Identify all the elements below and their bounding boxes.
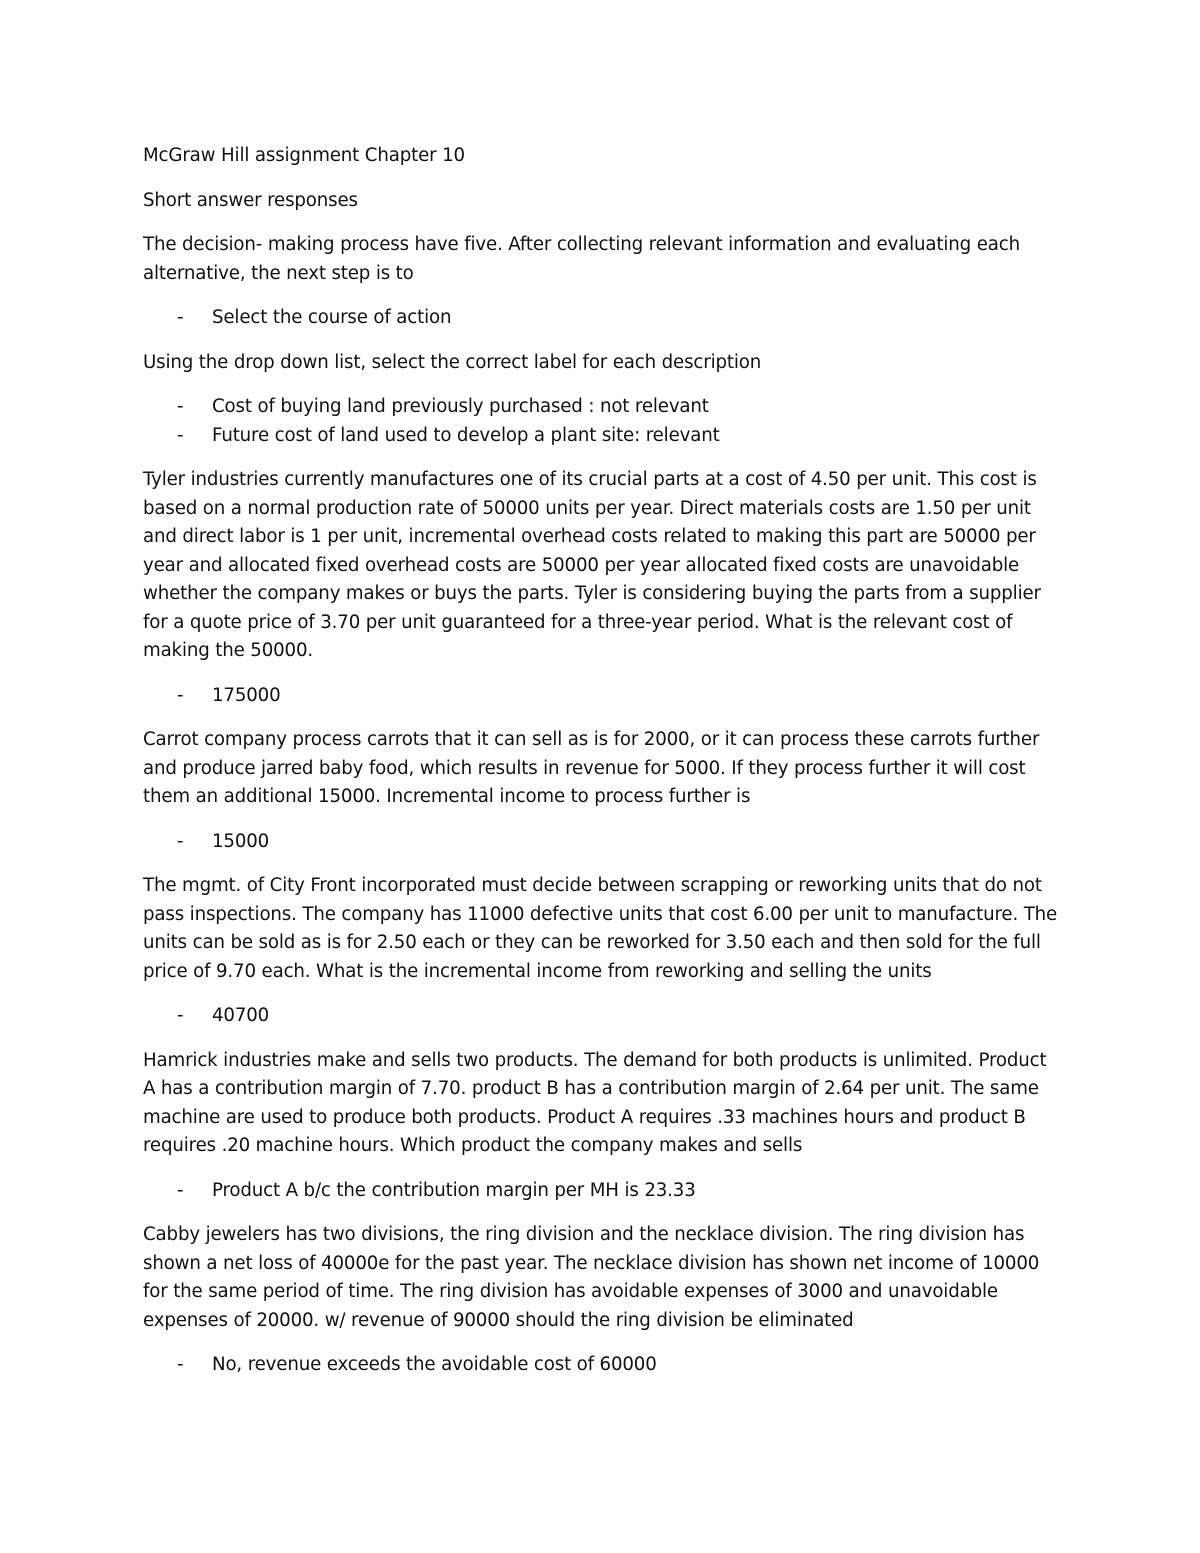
answer-list-1	[143, 304, 1063, 333]
list-item	[143, 1351, 1063, 1380]
question-5: The mgmt. of City Front incorporated must decide between scrapping or reworking units that do not pass inspections. The company has 11000 defective units that cost 6.00 per unit to manufacture. The units can be sold as is for 2.50 each or they can be reworked for 3.50 each and then sold for the full price of 9.70 each. What is the incremental income from reworking and selling the units	[143, 875, 1058, 982]
list-item	[143, 1002, 1063, 1031]
answer-list-3	[143, 682, 1063, 711]
question-4: Carrot company process carrots that it can sell as is for 2000, or it can process these carrots further and produce jarred baby food, which results in revenue for 5000. If they process further it will cost them an additional 15000. Incremental income to process further is	[143, 729, 1040, 807]
list-item	[143, 304, 1063, 333]
answer-text: No, revenue exceeds the avoidable cost of 60000	[212, 1354, 657, 1375]
bullet-dash: -	[177, 830, 184, 852]
document-title: McGraw Hill assignment Chapter 10	[143, 145, 465, 166]
bullet-dash: -	[177, 424, 184, 446]
question-6: Hamrick industries make and sells two products. The demand for both products is unlimited. Product A has a contribution margin of 7.70. product B has a contribution margin of 2.64 per unit. The same machine are used to produce both products. Product A requires .33 machines hours and product B requires .20 machine hours. Which product the company makes and sells	[143, 1049, 1047, 1156]
document-subtitle: Short answer responses	[143, 189, 358, 211]
bullet-dash: -	[177, 1354, 184, 1375]
answer-text: 175000	[212, 684, 281, 706]
list-item	[143, 682, 1063, 711]
list-item	[143, 422, 1063, 451]
answer-text: Product A b/c the contribution margin per MH is 23.33	[212, 1179, 696, 1201]
bullet-dash: -	[177, 307, 184, 328]
list-item	[143, 828, 1063, 857]
question-1: The decision- making process have five. After collecting relevant information and evaluating each alternative, the next step is to	[143, 234, 1020, 284]
answer-text: Future cost of land used to develop a plant site: relevant	[212, 424, 720, 446]
answer-text: 15000	[212, 830, 270, 852]
document-body	[143, 142, 1063, 1396]
answer-list-5	[143, 1002, 1063, 1031]
question-3: Tyler industries currently manufactures one of its crucial parts at a cost of 4.50 per unit. This cost is based on a normal production rate of 50000 units per year. Direct materials costs are 1.50 per unit and direct labor is 1 per unit, incremental overhead costs related to making this part are 50000 per year and allocated fixed overhead costs are 50000 per year allocated fixed costs are unavoidable whether the company makes or buys the parts. Tyler is considering buying the parts from a supplier for a quote price of 3.70 per unit guaranteed for a three-year period. What is the relevant cost of making the 50000.	[143, 469, 1041, 661]
bullet-dash: -	[177, 1005, 184, 1026]
answer-list-6	[143, 1177, 1063, 1206]
answer-text: 40700	[212, 1005, 270, 1026]
answer-list-2	[143, 393, 1063, 450]
list-item	[143, 393, 1063, 422]
answer-text: Cost of buying land previously purchased : not relevant	[212, 396, 709, 417]
answer-list-7	[143, 1351, 1063, 1380]
bullet-dash: -	[177, 1179, 184, 1201]
question-7: Cabby jewelers has two divisions, the ring division and the necklace division. The ring division has shown a net loss of 40000e for the past year. The necklace division has shown net income of 10000 for the same period of time. The ring division has avoidable expenses of 3000 and unavoidable expenses of 20000. w/ revenue of 90000 should the ring division be eliminated	[143, 1224, 1040, 1331]
bullet-dash: -	[177, 684, 184, 706]
list-item	[143, 1177, 1063, 1206]
answer-text: Select the course of action	[212, 307, 452, 328]
question-2: Using the drop down list, select the correct label for each description	[143, 351, 762, 373]
bullet-dash: -	[177, 396, 184, 417]
answer-list-4	[143, 828, 1063, 857]
